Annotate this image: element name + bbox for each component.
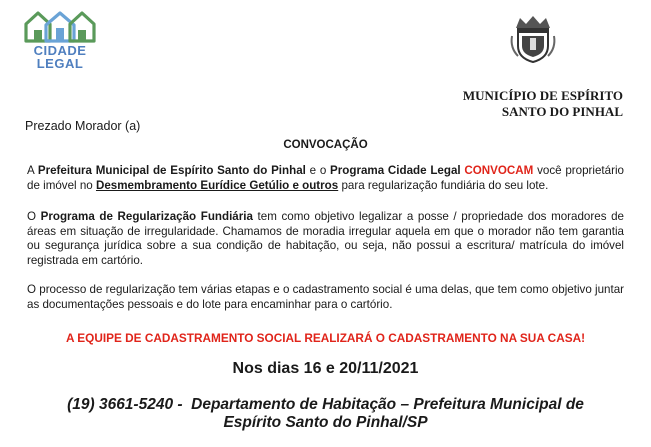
event-dates: Nos dias 16 e 20/11/2021 (232, 360, 419, 377)
contact-line-2: Espírito Santo do Pinhal/SP (223, 414, 428, 431)
houses-icon (22, 8, 98, 44)
programa-name: Programa Cidade Legal (330, 164, 461, 177)
p1-text: para regularização fundiária do seu lote. (338, 178, 549, 192)
greeting: Prezado Morador (a) (25, 119, 141, 133)
convocam-highlight: CONVOCAM (464, 164, 534, 177)
municipal-crest-icon (508, 14, 558, 64)
contact-line-1: (19) 3661-5240 - Departamento de Habitação – Prefeitura Municipal de (67, 396, 584, 413)
contact-info (0, 396, 651, 432)
municipality-name (463, 88, 623, 120)
paragraph-2 (27, 210, 624, 268)
desmembramento-name: Desmembramento Eurídice Getúlio e outros (95, 178, 339, 192)
paragraph-3: O processo de regularização tem várias etapas e o cadastramento social é uma delas, que tem como objetivo juntar as documentações pessoais e do lote para encaminhar para o cartório. (27, 283, 624, 311)
cidade-legal-logo (22, 8, 98, 70)
announcement: A EQUIPE DE CADASTRAMENTO SOCIAL REALIZARÁ O CADASTRAMENTO NA SUA CASA! (65, 331, 586, 345)
p1-text: e o (305, 164, 331, 177)
municipality-line-2: SANTO DO PINHAL (501, 104, 623, 119)
letter-title: CONVOCAÇÃO (283, 139, 368, 151)
p1-text: A (27, 164, 38, 177)
paragraph-1 (27, 164, 624, 193)
programa-regularizacao: Programa de Regularização Fundiária (40, 210, 253, 223)
logo-text-legal: LEGAL (36, 56, 84, 71)
p1-text: você proprietário de imóvel no (27, 164, 624, 192)
municipality-line-1: MUNICÍPIO DE ESPÍRITO (462, 88, 623, 103)
p2-text: tem como objetivo legalizar a posse / propriedade dos moradores de áreas em situação de irregularidade. Chamamos de moradia irregular aquela em que o morador não tem garantia ou segurança jurídica sobre a sua condição de habitação, ou seja, não possui a escritura/ matrícula do imóvel registrada em cartório. (27, 210, 624, 267)
prefeitura-name: Prefeitura Municipal de Espírito Santo do Pinhal (37, 164, 306, 177)
p2-text: O (27, 210, 41, 223)
logo-text-cidade: CIDADE (33, 43, 87, 58)
